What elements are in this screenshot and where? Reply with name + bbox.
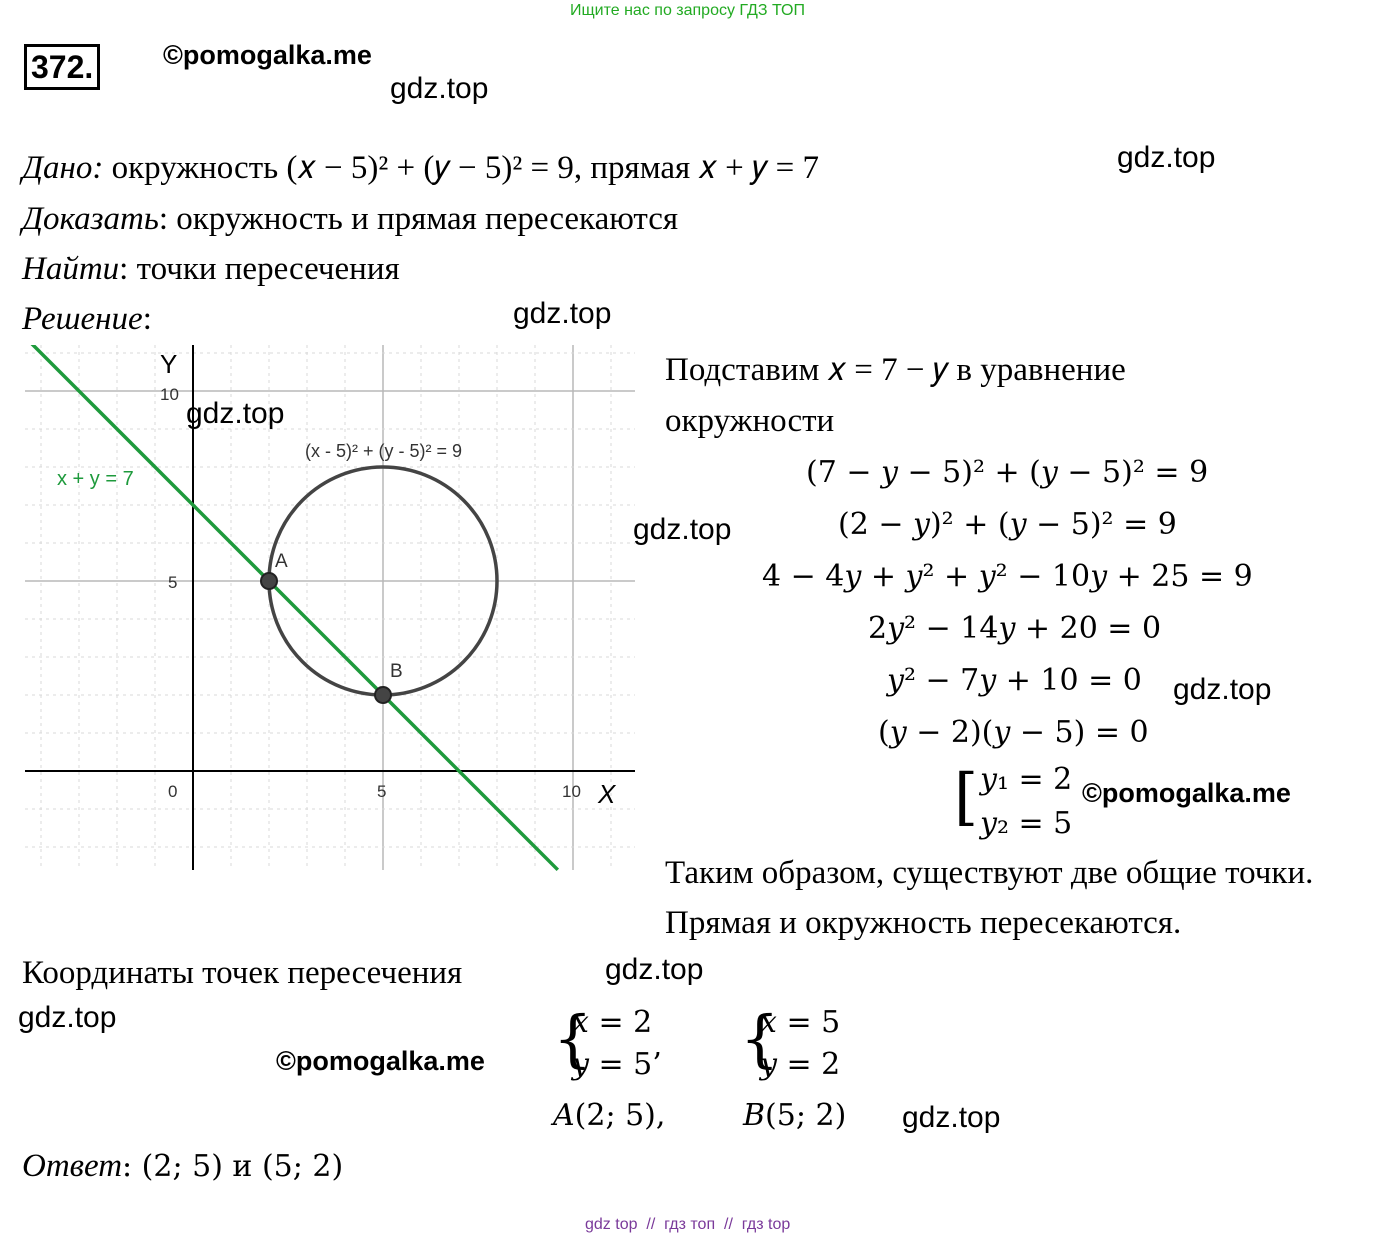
tick-x-10: 10 [562,782,581,801]
equation-5: 𝑦² − 7𝑦 + 10 = 0 [887,663,1142,698]
step-intro-2: окружности [665,403,835,439]
circle-label: (x - 5)² + (y - 5)² = 9 [305,441,463,461]
line-x-plus-y-7 [30,345,558,870]
coords-heading: Координаты точек пересечения [22,955,463,991]
watermark-gdz: gdz.top [513,297,612,330]
point-a-coords: 𝐴(2; 5), [553,1098,666,1133]
conclusion-2: Прямая и окружность пересекаются. [665,905,1182,941]
root-2: 𝑦₂ = 5 [980,806,1073,841]
point-a-marker [261,573,277,589]
prove-text: : окружность и прямая пересекаются [158,201,679,237]
system-2-line-1: 𝑥 = 5 [760,1005,841,1040]
watermark-gdz: gdz.top [1173,673,1272,706]
solution-text: : [142,301,152,337]
conclusion-1: Таким образом, существуют две общие точки. [665,855,1314,891]
tick-y-10: 10 [160,385,179,404]
prove-label: Доказать [22,201,159,237]
watermark-gdz: gdz.top [390,72,489,105]
problem-number: 372. [24,44,100,90]
watermark-pomogalka: ©pomogalka.me [163,40,372,70]
graph [25,345,635,875]
tick-origin: 0 [168,782,178,801]
tick-y-5: 5 [168,573,178,592]
step-intro-1: Подставим 𝑥 = 7 − 𝑦 в уравнение [665,352,1126,388]
given-line [22,150,819,187]
system-1-line-2: 𝑦 = 5’ [572,1047,662,1082]
system-2-line-2: 𝑦 = 2 [760,1047,841,1082]
watermark-gdz: gdz.top [186,397,285,430]
equation-2: (2 − 𝑦)² + (𝑦 − 5)² = 9 [838,507,1177,542]
equation-3: 4 − 4𝑦 + 𝑦² + 𝑦² − 10𝑦 + 25 = 9 [762,559,1253,594]
given-label: Дано: [22,150,104,186]
system-1-line-1: 𝑥 = 2 [572,1005,653,1040]
equation-6: (𝑦 − 2)(𝑦 − 5) = 0 [878,715,1149,750]
answer-label: Ответ [22,1148,123,1184]
given-text: окружность (𝑥 − 5)² + (𝑦 − 5)² = 9, прямая 𝑥 + 𝑦 = 7 [103,150,819,186]
root-1: 𝑦₁ = 2 [980,762,1073,797]
point-a-label: A [275,551,288,572]
watermark-pomogalka: ©pomogalka.me [1082,778,1291,808]
footer-note: gdz top // гдз топ // гдз top [585,1216,791,1233]
answer-text: : (2; 5) и (5; 2) [122,1149,344,1184]
point-b-label: B [390,661,403,682]
watermark-pomogalka: ©pomogalka.me [276,1046,485,1076]
top-note: Ищите нас по запросу ГДЗ ТОП [570,2,805,19]
point-b-coords: 𝐵(5; 2) [743,1098,847,1133]
line-label: x + y = 7 [57,468,134,490]
watermark-gdz: gdz.top [605,953,704,986]
grid [25,345,635,870]
system-brace-2: { [740,1002,780,1075]
y-axis-label: Y [160,349,178,379]
point-b-marker [375,687,391,703]
solution-line [22,301,152,338]
tick-x-5: 5 [377,782,387,801]
equation-4: 2𝑦² − 14𝑦 + 20 = 0 [868,611,1162,646]
watermark-gdz: gdz.top [902,1101,1001,1134]
watermark-gdz: gdz.top [18,1001,117,1034]
prove-line [22,201,678,238]
equation-1: (7 − 𝑦 − 5)² + (𝑦 − 5)² = 9 [806,455,1209,490]
find-line [22,251,400,288]
find-text: : точки пересечения [119,251,400,287]
find-label: Найти [22,251,120,287]
solution-label: Решение [22,301,143,337]
watermark-gdz: gdz.top [1117,141,1216,174]
watermark-gdz: gdz.top [633,513,732,546]
answer-line [22,1148,343,1185]
x-axis-label: X [598,779,616,809]
square-bracket: [ [954,760,979,833]
system-brace-1: { [553,1002,593,1075]
